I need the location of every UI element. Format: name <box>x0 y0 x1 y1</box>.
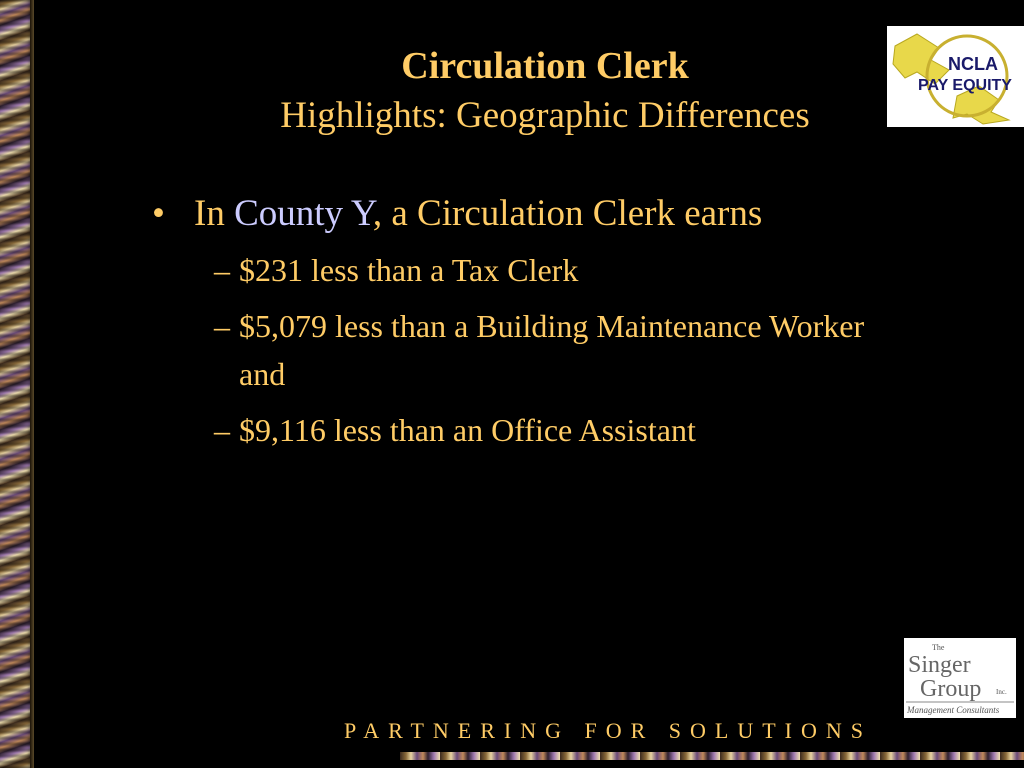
ncla-logo-line1: NCLA <box>948 54 998 74</box>
ncla-logo-line2: PAY EQUITY <box>918 77 1012 94</box>
singer-logo-the: The <box>932 643 945 652</box>
bullet-dot-icon: • <box>152 193 165 234</box>
dash-icon: – <box>214 252 230 288</box>
main-bullet <box>152 190 912 238</box>
slide-title: Circulation Clerk <box>401 45 689 87</box>
bullet-highlight: County Y <box>234 193 373 234</box>
decorative-footer-bar <box>400 752 1024 760</box>
singer-group-logo <box>904 638 1016 718</box>
slide-content <box>152 190 912 454</box>
ncla-pay-equity-logo <box>887 26 1024 127</box>
dash-icon: – <box>214 308 230 344</box>
slide-subtitle: Highlights: Geographic Differences <box>280 95 810 136</box>
decorative-side-border <box>0 0 34 768</box>
sub-bullet-text: $231 less than a Tax Clerk <box>239 252 579 288</box>
sub-bullet-item <box>152 302 912 398</box>
singer-logo-line1: Singer <box>908 652 971 678</box>
title-block <box>200 42 890 142</box>
bullet-suffix: , a Circulation Clerk earns <box>372 193 763 234</box>
footer-tagline: PARTNERING FOR SOLUTIONS <box>344 718 873 743</box>
dash-icon: – <box>214 412 230 448</box>
singer-logo-tagline: Management Consultants <box>907 705 1000 715</box>
singer-logo-inc: Inc. <box>996 688 1007 696</box>
sub-bullet-item <box>152 406 912 454</box>
sub-bullet-text: $5,079 less than a Building Maintenance Worker and <box>239 308 865 392</box>
bullet-prefix: In <box>194 193 235 234</box>
singer-logo-line2: Group <box>920 676 982 702</box>
sub-bullet-text: $9,116 less than an Office Assistant <box>239 412 696 448</box>
sub-bullet-item <box>152 246 912 294</box>
